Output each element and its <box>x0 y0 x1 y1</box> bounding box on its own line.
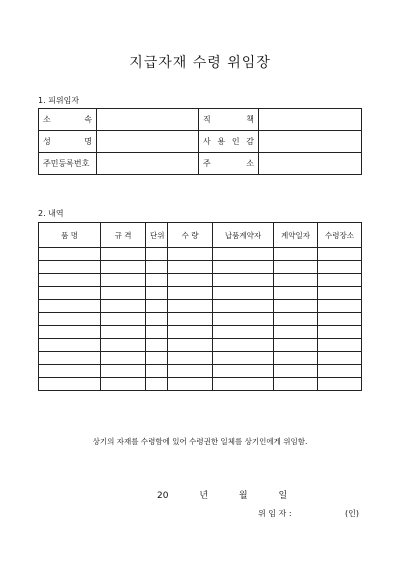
table-row <box>39 300 362 313</box>
table-cell[interactable] <box>146 378 168 391</box>
details-table-body <box>39 248 362 391</box>
details-table <box>38 222 362 391</box>
table-row <box>39 365 362 378</box>
table-cell[interactable] <box>39 274 101 287</box>
affiliation-field[interactable] <box>97 109 199 131</box>
table-row <box>39 261 362 274</box>
table-cell[interactable] <box>318 287 362 300</box>
table-cell[interactable] <box>213 274 274 287</box>
column-header-contractor: 납품계약자 <box>213 223 274 248</box>
date-month-label: 월 <box>238 491 248 501</box>
table-cell[interactable] <box>213 378 274 391</box>
table-row <box>39 274 362 287</box>
position-field[interactable] <box>259 109 362 131</box>
date-year-label: 년 <box>199 491 209 501</box>
date-day-label: 일 <box>278 491 288 501</box>
table-cell[interactable] <box>101 287 146 300</box>
table-cell[interactable] <box>39 365 101 378</box>
table-cell[interactable] <box>318 365 362 378</box>
table-cell[interactable] <box>274 274 318 287</box>
column-header-receipt-place: 수령장소 <box>318 223 362 248</box>
column-header-quantity: 수 량 <box>168 223 213 248</box>
table-cell[interactable] <box>101 274 146 287</box>
table-cell[interactable] <box>39 248 101 261</box>
table-cell[interactable] <box>168 287 213 300</box>
affiliation-label: 소 속 <box>39 109 97 131</box>
table-cell[interactable] <box>213 261 274 274</box>
table-cell[interactable] <box>274 287 318 300</box>
table-cell[interactable] <box>318 300 362 313</box>
table-cell[interactable] <box>39 261 101 274</box>
column-header-spec: 규 격 <box>101 223 146 248</box>
address-field[interactable] <box>259 153 362 175</box>
table-cell[interactable] <box>101 378 146 391</box>
table-cell[interactable] <box>39 300 101 313</box>
table-cell[interactable] <box>146 339 168 352</box>
table-row <box>39 287 362 300</box>
table-cell[interactable] <box>168 261 213 274</box>
table-row <box>39 131 362 153</box>
table-cell[interactable] <box>318 339 362 352</box>
table-cell[interactable] <box>318 378 362 391</box>
table-cell[interactable] <box>146 326 168 339</box>
resident-number-field[interactable] <box>97 153 199 175</box>
table-cell[interactable] <box>101 339 146 352</box>
table-cell[interactable] <box>101 365 146 378</box>
table-cell[interactable] <box>146 274 168 287</box>
table-cell[interactable] <box>168 352 213 365</box>
table-cell[interactable] <box>39 326 101 339</box>
column-header-contract-date: 계약일자 <box>274 223 318 248</box>
table-cell[interactable] <box>168 365 213 378</box>
table-cell[interactable] <box>101 300 146 313</box>
table-cell[interactable] <box>146 352 168 365</box>
table-cell[interactable] <box>318 274 362 287</box>
table-row <box>39 153 362 175</box>
section-details-label: 2. 내역 <box>38 209 64 218</box>
seal-impression-field[interactable] <box>259 131 362 153</box>
table-cell[interactable] <box>168 378 213 391</box>
page-title: 지급자재 수령 위임장 <box>129 55 271 71</box>
table-cell[interactable] <box>39 287 101 300</box>
table-cell[interactable] <box>146 248 168 261</box>
table-cell[interactable] <box>213 339 274 352</box>
table-cell[interactable] <box>39 339 101 352</box>
table-cell[interactable] <box>101 352 146 365</box>
table-cell[interactable] <box>274 313 318 326</box>
column-header-item-name: 품 명 <box>39 223 101 248</box>
table-cell[interactable] <box>39 378 101 391</box>
column-header-unit: 단위 <box>146 223 168 248</box>
table-cell[interactable] <box>213 300 274 313</box>
table-cell[interactable] <box>168 326 213 339</box>
name-label: 성 명 <box>39 131 97 153</box>
table-cell[interactable] <box>318 313 362 326</box>
seal-impression-label: 사 용 인 감 <box>199 131 259 153</box>
table-cell[interactable] <box>213 313 274 326</box>
table-cell[interactable] <box>318 352 362 365</box>
date-line <box>157 488 315 501</box>
table-cell[interactable] <box>274 326 318 339</box>
table-cell[interactable] <box>274 352 318 365</box>
table-cell[interactable] <box>39 352 101 365</box>
table-cell[interactable] <box>146 313 168 326</box>
table-cell[interactable] <box>213 352 274 365</box>
table-cell[interactable] <box>146 365 168 378</box>
table-cell[interactable] <box>101 248 146 261</box>
resident-number-label: 주민등록번호 <box>39 153 97 175</box>
table-cell[interactable] <box>213 326 274 339</box>
table-cell[interactable] <box>318 326 362 339</box>
table-row <box>39 378 362 391</box>
table-cell[interactable] <box>168 300 213 313</box>
table-cell[interactable] <box>213 365 274 378</box>
name-field[interactable] <box>97 131 199 153</box>
table-cell[interactable] <box>274 378 318 391</box>
delegatee-table <box>38 108 362 175</box>
table-cell[interactable] <box>274 261 318 274</box>
table-row <box>39 313 362 326</box>
seal-mark: (인) <box>345 509 359 518</box>
table-header-row <box>39 223 362 248</box>
table-cell[interactable] <box>274 339 318 352</box>
table-cell[interactable] <box>274 365 318 378</box>
position-label: 직 책 <box>199 109 259 131</box>
table-row <box>39 248 362 261</box>
table-cell[interactable] <box>274 248 318 261</box>
delegation-statement: 상기의 자재를 수령함에 있어 수령권한 일체를 상기인에게 위임함. <box>92 437 308 446</box>
table-row <box>39 339 362 352</box>
table-cell[interactable] <box>168 313 213 326</box>
table-cell[interactable] <box>168 339 213 352</box>
table-cell[interactable] <box>146 261 168 274</box>
table-row <box>39 352 362 365</box>
table-cell[interactable] <box>318 261 362 274</box>
table-cell[interactable] <box>39 313 101 326</box>
table-cell[interactable] <box>168 274 213 287</box>
table-cell[interactable] <box>101 261 146 274</box>
table-cell[interactable] <box>213 287 274 300</box>
table-row <box>39 109 362 131</box>
date-year-prefix: 20 <box>157 491 169 501</box>
table-cell[interactable] <box>146 300 168 313</box>
table-cell[interactable] <box>101 313 146 326</box>
table-cell[interactable] <box>146 287 168 300</box>
table-cell[interactable] <box>168 248 213 261</box>
table-cell[interactable] <box>213 248 274 261</box>
table-cell[interactable] <box>101 326 146 339</box>
table-cell[interactable] <box>318 248 362 261</box>
table-row <box>39 326 362 339</box>
delegator-label: 위 임 자 : <box>258 509 292 518</box>
address-label: 주 소 <box>199 153 259 175</box>
section-delegatee-label: 1. 피위임자 <box>38 96 80 105</box>
table-cell[interactable] <box>274 300 318 313</box>
